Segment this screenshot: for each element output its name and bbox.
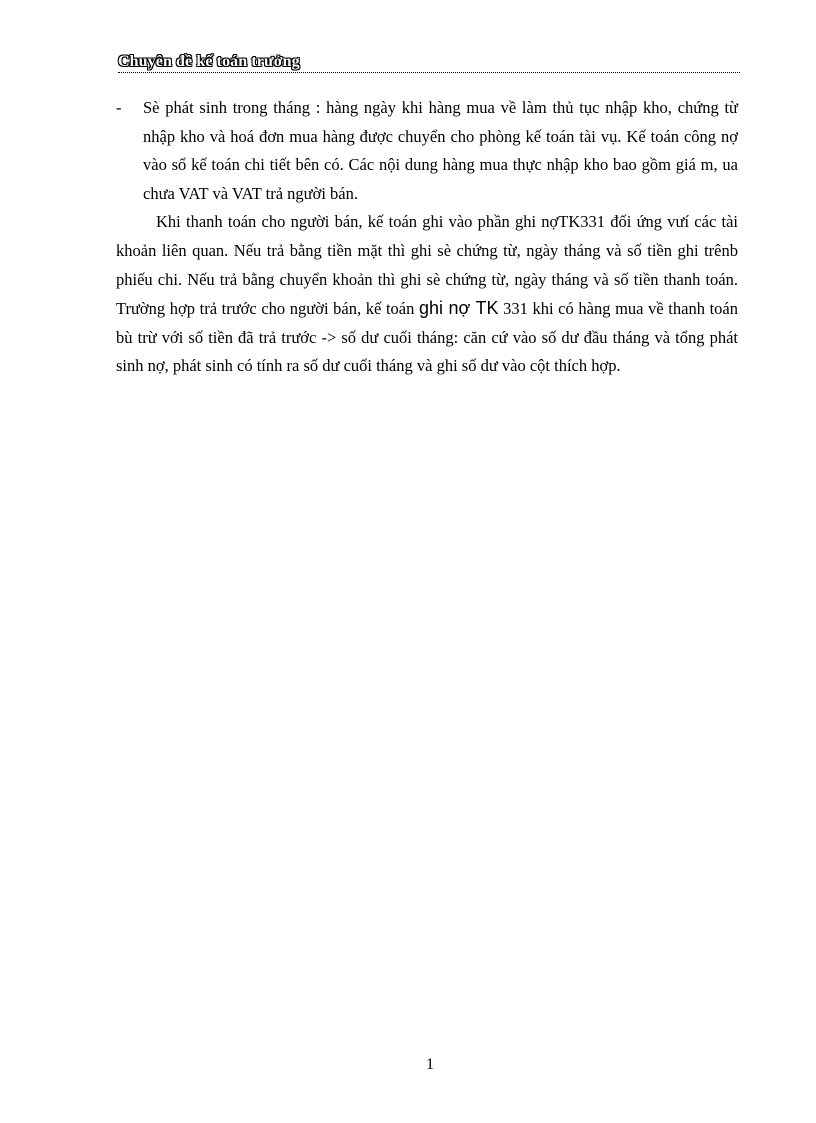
paragraph-text-emphasis: ghi nợ TK: [418, 298, 499, 319]
page-number: 1: [426, 1056, 434, 1073]
page-header: [118, 50, 740, 73]
bullet-dash: -: [116, 98, 122, 117]
paragraph-text-1: Khi thanh toán cho người bán, kế toán ghi vào phần ghi nợTK331 đối ứng vưí các tài khoản liên quan. Nếu trả bằng tiền mặt thì ghi sè chứng từ, ngày tháng và số tiền ghi trênb phiếu chi. Nếu trả bằng chuyển khoản thì ghi sè chứng từ, ngày tháng và số tiền thanh toán. Trường hợp trả trước cho người bán, kế toán: [116, 212, 738, 319]
document-body: [116, 94, 738, 381]
body-paragraph: [116, 208, 738, 381]
paragraph-text-2: 331 khi có hàng mua về thanh toán bù trừ với số tiền đã trả trước -> số dư cuối tháng: căn cứ vào số dư đầu tháng và tổng phát sinh nợ, phát sinh có tính ra số dư cuối tháng và ghi số dư vào cột thích hợp.: [116, 299, 738, 376]
bullet-item: [116, 94, 738, 208]
header-title: Chuyên đề kế toán trưởng: [118, 53, 300, 70]
bullet-text: Sè phát sinh trong tháng : hàng ngày khi hàng mua về làm thủ tục nhập kho, chứng từ nhập kho và hoá đơn mua hàng được chuyển cho phòng kế toán tài vụ. Kế toán công nợ vào sổ kế toán chi tiết bên có. Các nội dung hàng mua thực nhập kho bao gồm giá m, ua chưa VAT và VAT trả người bán.: [143, 98, 738, 203]
